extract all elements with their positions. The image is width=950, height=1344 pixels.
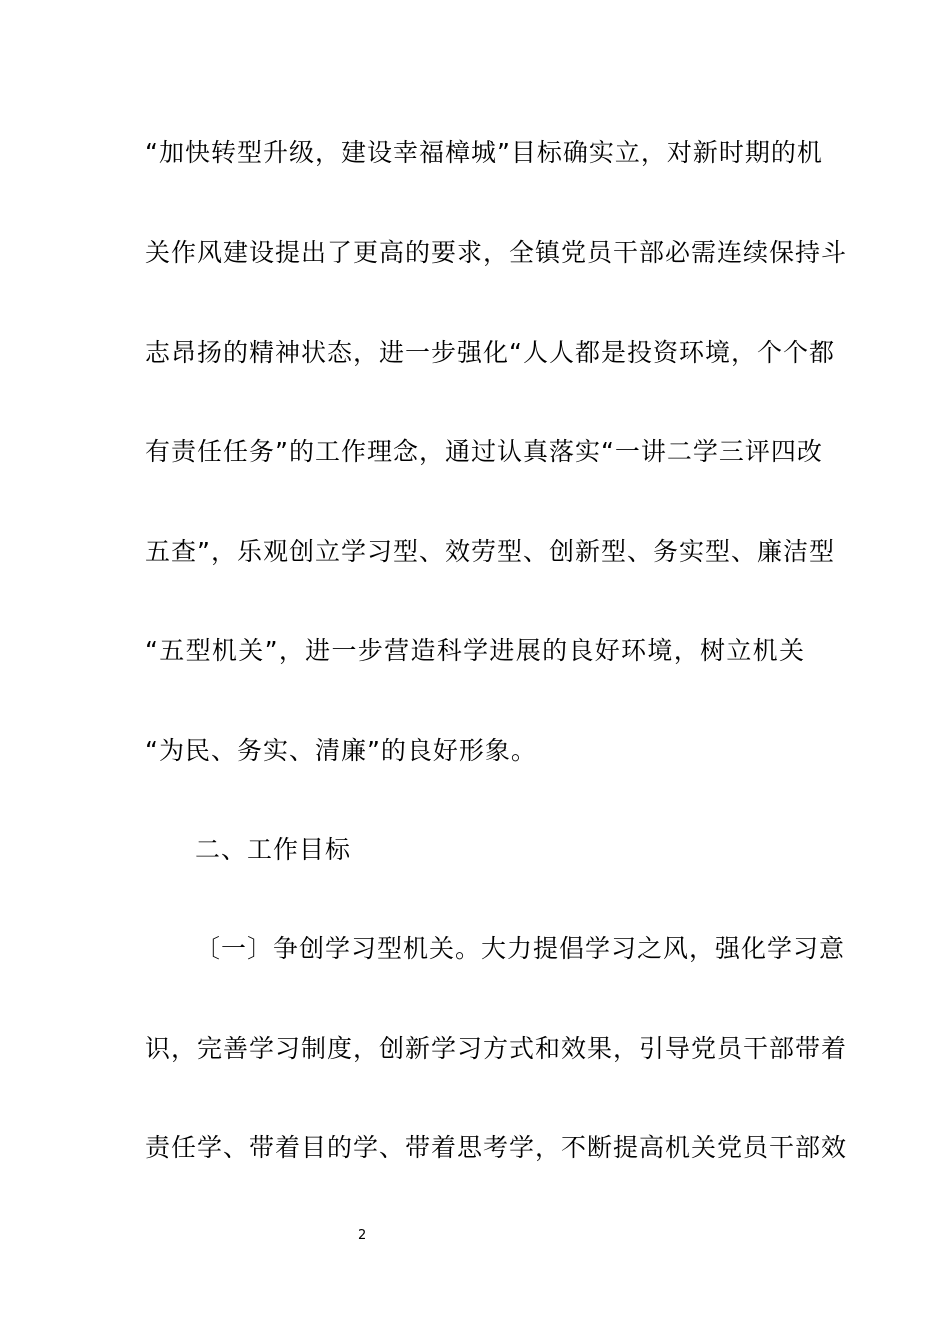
body-text-line: 五查”，乐观创立学习型、效劳型、创新型、务实型、廉洁型 bbox=[145, 537, 835, 566]
body-text-line: 志昂扬的精神状态，进一步强化“人人都是投资环境，个个都 bbox=[145, 338, 835, 367]
body-text-line: 〔一〕争创学习型机关。大力提倡学习之风，强化学习意 bbox=[195, 934, 846, 963]
page-number: 2 bbox=[358, 1228, 367, 1243]
body-text-line: “五型机关”，进一步营造科学进展的良好环境，树立机关 bbox=[145, 636, 805, 665]
body-text-line: “加快转型升级，建设幸福樟城”目标确实立，对新时期的机 bbox=[145, 138, 823, 167]
body-text-line: 有责任任务”的工作理念，通过认真落实“一讲二学三评四改 bbox=[145, 437, 823, 466]
body-text-line: “为民、务实、清廉”的良好形象。 bbox=[145, 736, 537, 765]
body-text-line: 关作风建设提出了更高的要求，全镇党员干部必需连续保持斗 bbox=[145, 238, 848, 267]
body-text-line: 识，完善学习制度，创新学习方式和效果，引导党员干部带着 bbox=[145, 1034, 848, 1063]
body-text-line: 责任学、带着目的学、带着思考学，不断提高机关党员干部效 bbox=[145, 1133, 848, 1162]
section-heading: 二、工作目标 bbox=[195, 835, 352, 864]
